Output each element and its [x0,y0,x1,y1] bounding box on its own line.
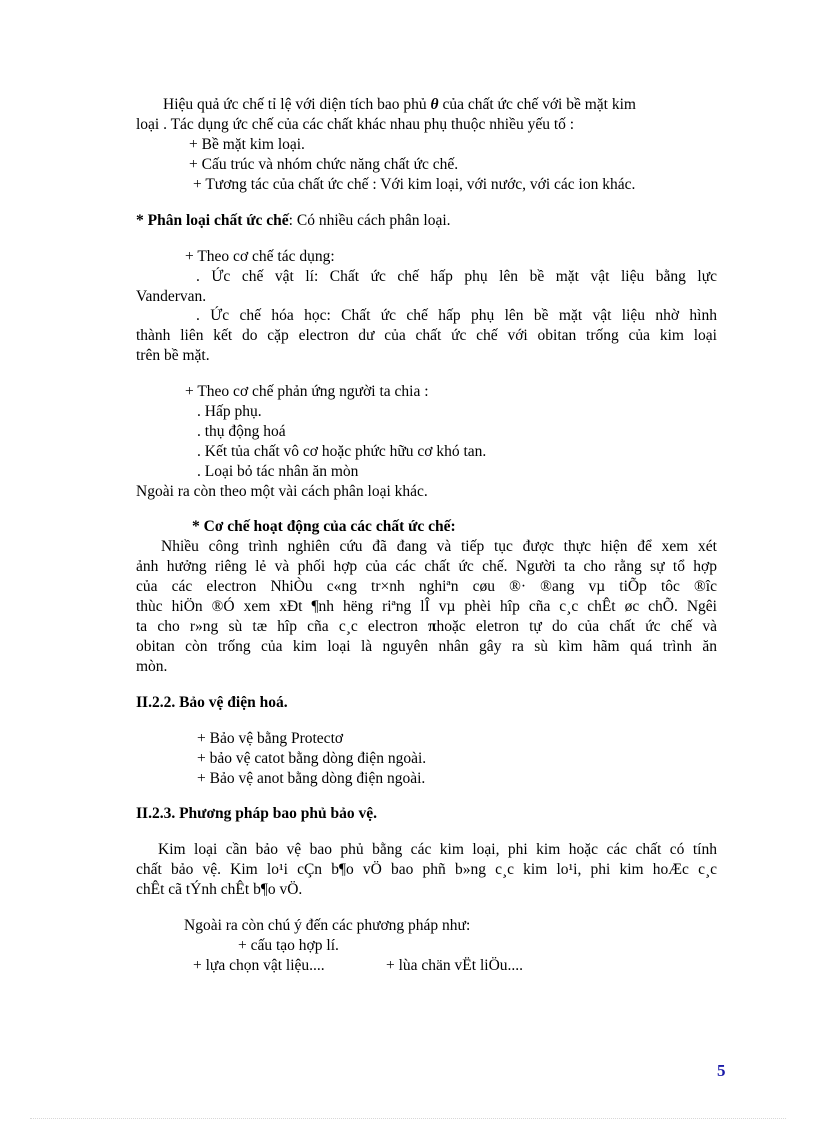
theta-symbol: θ [430,96,439,113]
list-item: + cấu tạo hợp lí. [238,937,339,954]
paragraph-line: chất bảo vệ. Kim lo¹i cÇn b¶o vÖ bao phñ b»ng c¸c kim lo¹i, phi kim hoÆc c¸c [136,861,717,878]
text-span: Hiệu quả ức chế tỉ lệ với diện tích bao phủ [163,96,427,113]
list-item: + Bảo vệ bằng Protectơ [197,730,344,747]
paragraph-line: Kim loại cần bảo vệ bao phủ bằng các kim loại, phi kim hoặc các chất có tính [158,841,717,858]
paragraph-line: . Ức chế vật lí: Chất ức chế hấp phụ lên bề mặt vật liệu bằng lực [196,268,717,285]
paragraph-line: chÊt cã tÝnh chÊt b¶o vÖ. [136,881,303,898]
list-item: + Bảo vệ anot bằng dòng điện ngoài. [197,770,426,787]
paragraph-line: thành liên kết do cặp electron dư của chất ức chế với obitan trống của kim loại [136,327,717,344]
paragraph-line [163,95,636,115]
text-span: ta cho r»ng sù tæ hîp cña c¸c electron [136,618,418,635]
list-item: . Hấp phụ. [197,403,262,420]
pi-symbol: π [428,618,437,635]
paragraph-line: thùc hiÖn ®Ó xem xÐt ¶nh hëng riªng lÎ vµ phèi hîp cña c¸c chÊt øc chÕ. Ngêi [136,598,717,615]
text-span: của chất ức chế với bề mặt kim [442,96,636,113]
section-heading: * Cơ chế hoạt động của các chất ức chế: [192,518,456,535]
list-item: + Tương tác của chất ức chế : Với kim loại, với nước, với các ion khác. [193,176,636,193]
paragraph-line: Vandervan. [136,288,207,305]
paragraph-line [136,617,717,637]
page-number: 5 [717,1061,726,1080]
list-item: + Theo cơ chế tác dụng: [185,248,335,265]
paragraph-line: Ngoài ra còn chú ý đến các phương pháp như: [184,917,471,934]
list-item: + lựa chọn vật liệu.... [193,957,325,974]
list-item: . Loại bỏ tác nhân ăn mòn [197,463,359,480]
text-span: : Có nhiều cách phân loại. [288,212,451,229]
paragraph-line: trên bề mặt. [136,347,210,364]
section-heading: II.2.3. Phương pháp bao phủ bảo vệ. [136,805,377,822]
list-item: . thụ động hoá [197,423,286,440]
list-item: + Theo cơ chế phản ứng người ta chia : [185,383,429,400]
list-item: + lùa chän vËt liÖu.... [386,957,524,974]
paragraph-line: Ngoài ra còn theo một vài cách phân loại khác. [136,483,428,500]
list-item: + Bề mặt kim loại. [189,136,305,153]
paragraph-line: ảnh hưởng riêng lẻ và phối hợp của các chất ức chế. Người ta cho rằng sự tổ hợp [136,558,717,575]
classification-heading-line [136,211,451,231]
page-bottom-divider [30,1118,786,1119]
paragraph-line: Nhiều công trình nghiên cứu đã đang và tiếp tục được thực hiện để xem xét [161,538,717,555]
list-item: + bảo vệ catot bằng dòng điện ngoài. [197,750,427,767]
paragraph-line: loại . Tác dụng ức chế của các chất khác nhau phụ thuộc nhiều yếu tố : [136,116,575,133]
text-span: hoặc eletron tự do của chất ức chế và [436,618,718,635]
paragraph-line: của các electron NhiÒu c«ng tr×nh nghiªn cøu ®· ®ang vµ tiÕp tôc ®îc [136,578,717,595]
paragraph-line: . Ức chế hóa học: Chất ức chế hấp phụ lên bề mặt vật liệu nhờ hình [196,307,717,324]
section-heading: * Phân loại chất ức chế [136,212,289,229]
paragraph-line: mòn. [136,658,168,675]
section-heading: II.2.2. Bảo vệ điện hoá. [136,694,288,711]
list-item: . Kết tủa chất vô cơ hoặc phức hữu cơ khó tan. [197,443,487,460]
paragraph-line: obitan còn trống của kim loại là nguyên nhân gây ra sù kìm hãm quá trình ăn [136,638,717,655]
list-item: + Cấu trúc và nhóm chức năng chất ức chế. [189,156,459,173]
